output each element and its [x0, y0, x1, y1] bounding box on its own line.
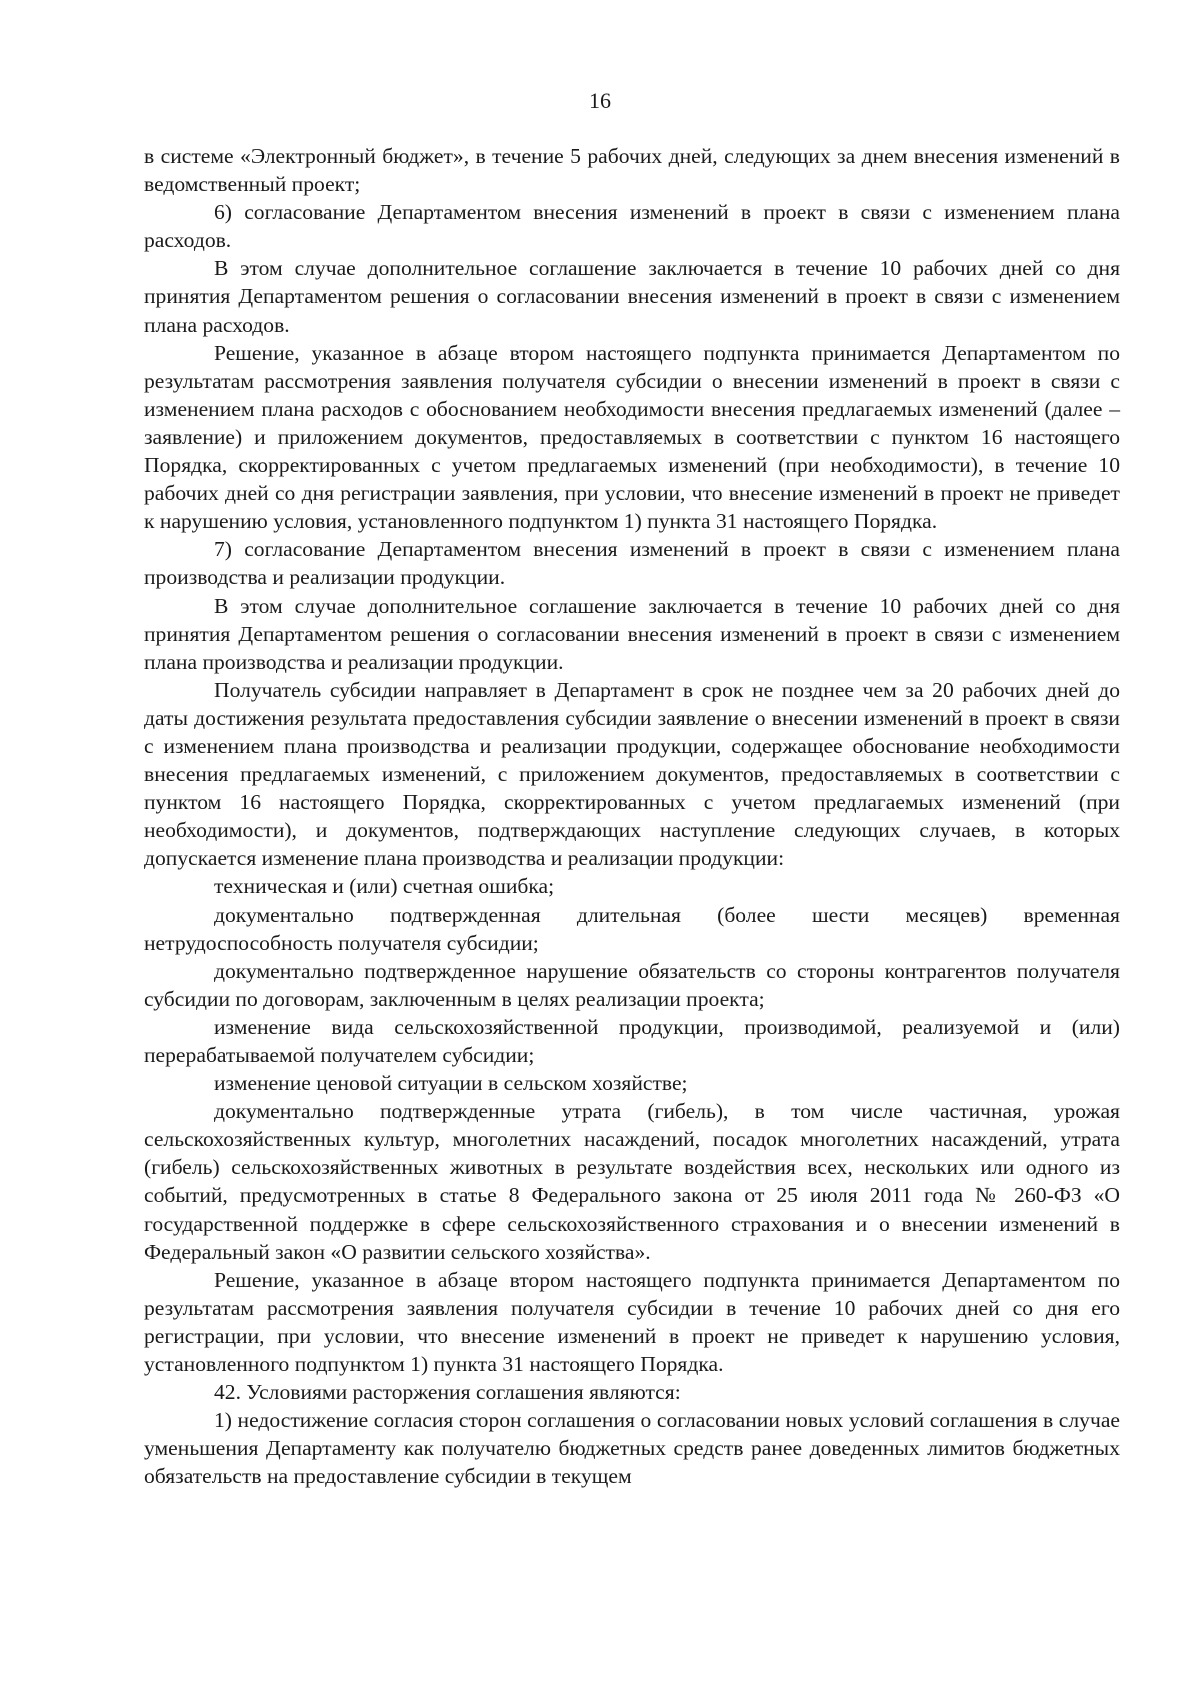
case-price-change: изменение ценовой ситуации в сельском хозяйстве;: [214, 1071, 688, 1096]
case-product-change: изменение вида сельскохозяйственной продукции, производимой, реализуемой и (или) перерабатываемой получателем субсидии;: [144, 1014, 1120, 1067]
paragraph-item-6: 6) согласование Департаментом внесения изменений в проект в связи с изменением плана расходов.: [144, 200, 1120, 253]
paragraph-42-item-1: 1) недостижение согласия сторон соглашения о согласовании новых условий соглашения в случае уменьшения Департаменту как получателю бюджетных средств ранее доведенных лимитов бюджетных обязательств на предоставление субсидии в текущем: [144, 1408, 1120, 1489]
paragraph-item-6-agreement: В этом случае дополнительное соглашение заключается в течение 10 рабочих дней со дня принятия Департаментом решения о согласовании внесения изменений в проект в связи с изменением плана расходов.: [144, 256, 1120, 337]
case-contractor-violation: документально подтвержденное нарушение обязательств со стороны контрагентов получателя субсидии по договорам, заключенным в целях реализации проекта;: [144, 958, 1120, 1011]
case-technical-error: техническая и (или) счетная ошибка;: [214, 874, 555, 899]
paragraph-item-7: 7) согласование Департаментом внесения изменений в проект в связи с изменением плана производства и реализации продукции.: [144, 537, 1120, 590]
paragraph-42-heading: 42. Условиями расторжения соглашения являются:: [214, 1380, 681, 1405]
paragraph-item-7-application: Получатель субсидии направляет в Департамент в срок не позднее чем за 20 рабочих дней до даты достижения результата предоставления субсидии заявление о внесении изменений в проект в связи с изменением плана производства и реализации продукции, содержащее обоснование необходимости внесения предлагаемых изменений, с приложением документов, предоставляемых в соответствии с пунктом 16 настоящего Порядка, скорректированных с учетом предлагаемых изменений (при необходимости), и документов, подтверждающих наступление следующих случаев, в которых допускается изменение плана производства и реализации продукции:: [144, 677, 1120, 871]
paragraph-item-7-decision: Решение, указанное в абзаце втором настоящего подпункта принимается Департаментом по результатам рассмотрения заявления получателя субсидии в течение 10 рабочих дней со дня его регистрации, при условии, что внесение изменений в проект не приведет к нарушению условия, установленного подпунктом 1) пункта 31 настоящего Порядка.: [144, 1267, 1120, 1377]
paragraph-item-7-agreement: В этом случае дополнительное соглашение заключается в течение 10 рабочих дней со дня принятия Департаментом решения о согласовании внесения изменений в проект в связи с изменением плана производства и реализации продукции.: [144, 593, 1120, 674]
page-number: 16: [589, 88, 611, 113]
case-incapacity: документально подтвержденная длительная (более шести месяцев) временная нетрудоспособность получателя субсидии;: [144, 902, 1120, 955]
paragraph-item-6-decision: Решение, указанное в абзаце втором настоящего подпункта принимается Департаментом по результатам рассмотрения заявления получателя субсидии о внесении изменений в проект в связи с изменением плана расходов с обоснованием необходимости внесения предлагаемых изменений (далее – заявление) и приложением документов, предоставляемых в соответствии с пунктом 16 настоящего Порядка, скорректированных с учетом предлагаемых изменений (при необходимости), в течение 10 рабочих дней со дня регистрации заявления, при условии, что внесение изменений в проект не приведет к нарушению условия, установленного подпунктом 1) пункта 31 настоящего Порядка.: [144, 340, 1120, 534]
document-body: [144, 142, 1120, 1491]
case-crop-loss: документально подтвержденные утрата (гибель), в том числе частичная, урожая сельскохозяйственных культур, многолетних насаждений, посадок многолетних насаждений, утрата (гибель) сельскохозяйственных животных в результате воздействия всех, нескольких или одного из событий, предусмотренных в статье 8 Федерального закона от 25 июля 2011 года № 260-ФЗ «О государственной поддержке в сфере сельскохозяйственного страхования и о внесении изменений в Федеральный закон «О развитии сельского хозяйства».: [144, 1099, 1120, 1264]
paragraph-continuation: в системе «Электронный бюджет», в течение 5 рабочих дней, следующих за днем внесения изменений в ведомственный проект;: [144, 144, 1120, 197]
